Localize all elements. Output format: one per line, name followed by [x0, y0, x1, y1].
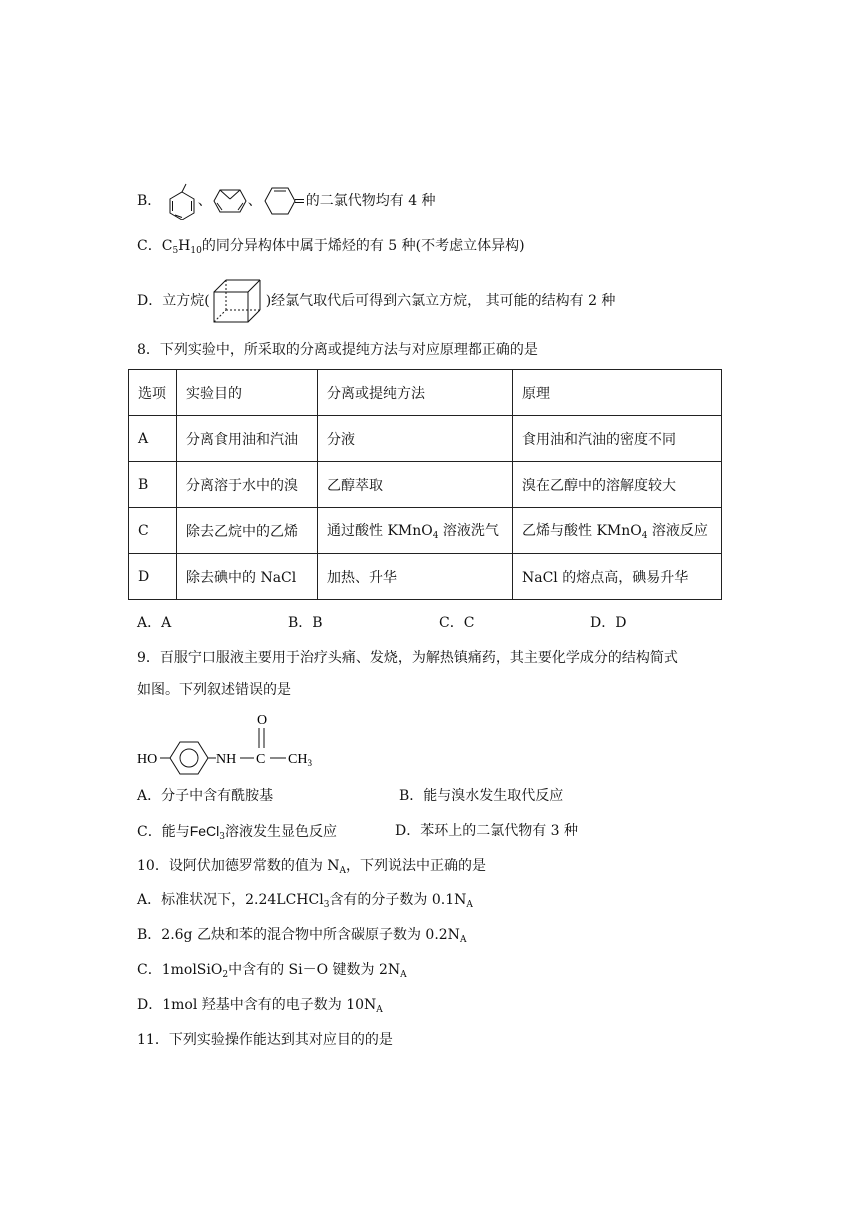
q9-option-c-text: 溶液发生显色反应 [225, 824, 338, 840]
formula-c: C [161, 238, 173, 254]
q10-stem-text: 10．设阿伏加德罗常数的值为 N [137, 858, 340, 874]
q7-d-label: D． [137, 293, 163, 309]
q9-stem-line2: 如图。下列叙述错误的是 [137, 682, 291, 698]
q10-b-text: B．2.6g 乙炔和苯的混合物中所含碳原子数为 0.2N [137, 927, 460, 943]
formula-sub: 2 [222, 970, 229, 980]
formula-sub: A [466, 900, 473, 910]
q9-option-b: B．能与溴水发生取代反应 [399, 788, 564, 804]
q7-b-separator: 、 [247, 193, 262, 209]
q9-option-c [137, 824, 337, 840]
q10-option-b [137, 925, 466, 950]
q9-option-d: D．苯环上的二氯代物有 3 种 [395, 823, 579, 839]
struct-c-label: C [256, 752, 266, 767]
q8-table [128, 369, 722, 600]
q7-b-label: B． [137, 193, 162, 209]
table-cell: 食用油和汽油的密度不同 [513, 416, 722, 462]
q10-stem-text: ，下列说法中正确的是 [346, 858, 487, 874]
table-row [129, 508, 722, 554]
q7-c-formula [162, 238, 202, 254]
table-cell: 通过酸性 KMnO$_4$ 溶液洗气 [318, 508, 513, 554]
formula-sub: 3 [219, 832, 226, 842]
q10-stem [137, 856, 486, 881]
methylenecyclohexene-structure-icon [262, 185, 306, 217]
table-cell: 乙醇萃取 [318, 462, 513, 508]
cubane-structure-icon [210, 278, 266, 324]
q7-d-text1: 立方烷( [162, 293, 210, 309]
q9-option-c-text: C．能与 [137, 824, 190, 840]
table-cell: 溴在乙醇中的溶解度较大 [513, 462, 722, 508]
q10-a-text: 含有的分子数为 0.1N [329, 892, 467, 908]
table-cell: 分离溶于水中的溴 [177, 462, 318, 508]
table-cell: B [129, 462, 177, 508]
q11-stem: 11．下列实验操作能达到其对应目的的是 [137, 1032, 393, 1048]
table-row [129, 554, 722, 600]
struct-nh-label: NH [216, 752, 237, 767]
q8-choice-d: D．D [590, 615, 627, 631]
formula-fecl: FeCl [189, 823, 220, 839]
table-cell: 乙烯与酸性 KMnO$_4$ 溶液反应 [513, 508, 722, 554]
table-header-cell: 原理 [513, 370, 722, 416]
formula-sub: A [459, 935, 467, 945]
formula-sub: 5 [172, 246, 179, 256]
q10-option-a [137, 890, 473, 915]
table-cell: D [129, 554, 177, 600]
q9-options-row2 [137, 821, 737, 847]
table-row [129, 416, 722, 462]
table-header-row [129, 370, 722, 416]
q10-c-text: 中含有的 Si－O 键数为 2N [228, 962, 401, 978]
formula-sub: A [376, 1005, 383, 1015]
formula-h: H [178, 238, 191, 254]
q10-option-d [137, 995, 383, 1020]
q7-d-text2: )经氯气取代后可得到六氯立方烷， 其可能的结构有 2 种 [265, 293, 616, 309]
table-header-cell: 选项 [129, 370, 177, 416]
q9-options-row1 [137, 786, 737, 806]
formula-sub: A [400, 970, 407, 980]
q7-option-c [137, 236, 525, 261]
q8-choice-b: B．B [288, 615, 323, 631]
q10-d-text: D．1mol 羟基中含有的电子数为 10N [137, 997, 377, 1013]
q9-stem-line1: 9．百服宁口服液主要用于治疗头痛、发烧，为解热镇痛药，其主要化学成分的结构简式 [137, 650, 678, 666]
benzene-ring-icon [170, 742, 208, 774]
q8-choice-a: A．A [137, 615, 172, 631]
q7-option-d [137, 278, 615, 324]
q7-c-label: C． [137, 238, 162, 254]
struct-ch3-label: $CH_3$ [288, 752, 312, 768]
toluene-structure-icon [166, 182, 198, 220]
struct-o-label: O [257, 713, 268, 728]
table-cell: A [129, 416, 177, 462]
table-header-cell: 实验目的 [177, 370, 318, 416]
table-cell: 分离食用油和汽油 [177, 416, 318, 462]
q7-option-b [137, 182, 436, 220]
norbornadiene-structure-icon [212, 186, 248, 216]
table-cell: 加热、升华 [318, 554, 513, 600]
q10-a-text: A．标准状况下，2.24LCHCl [137, 892, 324, 908]
table-cell: 分液 [318, 416, 513, 462]
table-cell: 除去乙烷中的乙烯 [177, 508, 318, 554]
formula-sub: A [339, 866, 347, 876]
q7-c-text: 的同分异构体中属于烯烃的有 5 种(不考虑立体异构) [201, 238, 525, 254]
table-cell: C [129, 508, 177, 554]
q7-b-text: 的二氯代物均有 4 种 [305, 193, 436, 209]
q8-choice-c: C．C [439, 615, 475, 631]
paracetamol-structure [134, 708, 334, 780]
table-header-cell: 分离或提纯方法 [318, 370, 513, 416]
table-cell: 除去碘中的 NaCl [177, 554, 318, 600]
formula-sub: 3 [323, 900, 330, 910]
q7-b-separator: 、 [197, 193, 212, 209]
q10-c-text: C．1molSiO [137, 962, 223, 978]
struct-ho-label: HO [137, 752, 158, 767]
formula-sub: 10 [190, 246, 202, 256]
q10-option-c [137, 960, 407, 985]
table-cell: NaCl 的熔点高，碘易升华 [513, 554, 722, 600]
table-row [129, 462, 722, 508]
q9-option-a: A．分子中含有酰胺基 [137, 788, 274, 804]
q8-stem: 8．下列实验中，所采取的分离或提纯方法与对应原理都正确的是 [137, 342, 538, 358]
